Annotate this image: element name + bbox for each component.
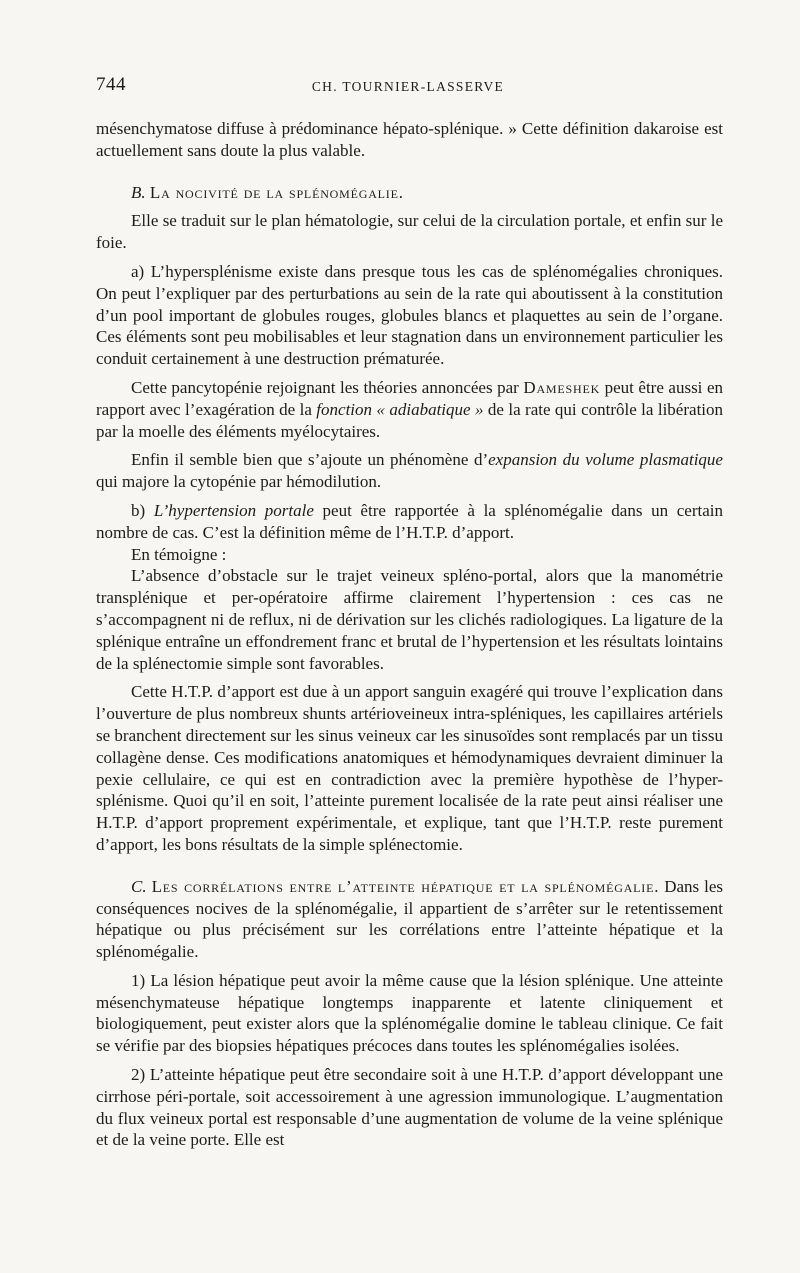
page-number: 744	[96, 74, 126, 95]
text-run: peut être rapportée à la splénomégalie dans un certain nombre de cas. C’est la définition même de l’H.T.P. d’apport.	[96, 500, 724, 542]
paragraph: 1) La lésion hépatique peut avoir la même cause que la lésion splénique. Une atteinte mésenchymateuse hépatique longtemps inapparente et latente cliniquement et biologiquement, peut exister alors que la splénomégalie domine le tableau clinique. Ce fait se vérifie par des biopsies hépatiques précoces dans toutes les splénomégalies isolées.	[96, 970, 723, 1056]
author-name: Dameshek	[523, 377, 601, 397]
paragraph	[96, 377, 723, 442]
paragraph: Cette H.T.P. d’apport est due à un apport sanguin exagéré qui trouve l’explication dans l’ouverture de plus nombreux shunts artérioveineux intra-spléniques, les capillaires artériels se branchent directement sur les sinus veineux car les sinusoïdes sont remplacés par un tissu collagène dense. Ces modifications anatomiques et hémodynamiques devraient diminuer la pexie cellulaire, ce qui est en contradiction avec la première hypothèse de l’hyper-splénisme. Quoi qu’il en soit, l’atteinte purement localisée de la rate peut ainsi réaliser une H.T.P. d’apport proprement expérimentale, et explique, tant que l’H.T.P. reste purement d’apport, les bons résultats de la simple splénectomie.	[96, 682, 723, 854]
text-run: de la rate qui contrôle la libération par la moelle des éléments myélocytaires.	[96, 399, 724, 441]
paragraph	[96, 500, 723, 544]
italic-text: L’hypertension portale	[153, 500, 314, 520]
italic-text: fonction « adiabatique »	[316, 399, 484, 419]
page-header	[96, 74, 720, 98]
section-letter: C.	[131, 876, 147, 896]
paragraph: mésenchymatose diffuse à prédominance hépato-splénique. » Cette définition dakaroise est actuellement sans doute la plus valable.	[96, 119, 723, 160]
italic-text: expansion du volume plasmatique	[488, 450, 723, 470]
body-text	[96, 118, 723, 1151]
section-letter: B.	[131, 182, 146, 202]
running-title: CH. TOURNIER-LASSERVE	[311, 79, 505, 94]
text-run: b)	[131, 500, 154, 520]
text-run: qui majore la cytopénie par hémodilution.	[96, 472, 382, 492]
text-run: Dans les conséquences nocives de la splénomégalie, il appartient de s’arrêter sur le retentissement hépatique ou plus précisément sur les corrélations entre l’atteinte hépatique et la splénomégalie.	[96, 876, 723, 962]
paragraph	[96, 449, 723, 493]
paragraph: En témoigne :	[131, 544, 227, 564]
paragraph: L’absence d’obstacle sur le trajet veineux spléno-portal, alors que la manométrie transplénique et per-opératoire affirme clairement l’hypertension : ces cas ne s’accompagnent ni de reflux, ni de dérivation sur les clichés radiologiques. La ligature de la splénique entraîne un effondrement franc et brutal de l’hypertension et les résultats lointains de la splénectomie simple sont favorables.	[96, 566, 723, 673]
paragraph: 2) L’atteinte hépatique peut être secondaire soit à une H.T.P. d’apport développant une cirrhose péri-portale, soit accessoirement à une agression immunologique. L’augmentation du flux veineux portal est responsable d’une augmentation de volume de la veine splénique et de la veine porte. Elle est	[96, 1065, 723, 1150]
section-heading-b	[96, 182, 723, 204]
text-run: Enfin il semble bien que s’ajoute un phénomène d’	[131, 450, 489, 470]
section-heading-c	[96, 876, 723, 963]
paragraph: a) L’hypersplénisme existe dans presque tous les cas de splénomégalies chroniques. On peut l’expliquer par des perturbations au sein de la rate qui aboutissent à la constitution d’un pool important de globules rouges, globules blancs et plaquettes au sein de l’organe. Ces éléments sont peu mobilisables et leur stagnation dans un environnement particulier les conduit certainement à une destruction prématurée.	[96, 261, 723, 369]
section-title: La nocivité de la splénomégalie.	[149, 182, 404, 202]
text-run: peut être aussi en rapport avec l’exagération de la	[96, 377, 723, 419]
paragraph: Elle se traduit sur le plan hématologie, sur celui de la circulation portale, et enfin sur le foie.	[96, 211, 723, 253]
section-title: Les corrélations entre l’atteinte hépatique et la splénomégalie.	[151, 876, 660, 896]
text-run: Cette pancytopénie rejoignant les théories annoncées par	[131, 377, 524, 397]
